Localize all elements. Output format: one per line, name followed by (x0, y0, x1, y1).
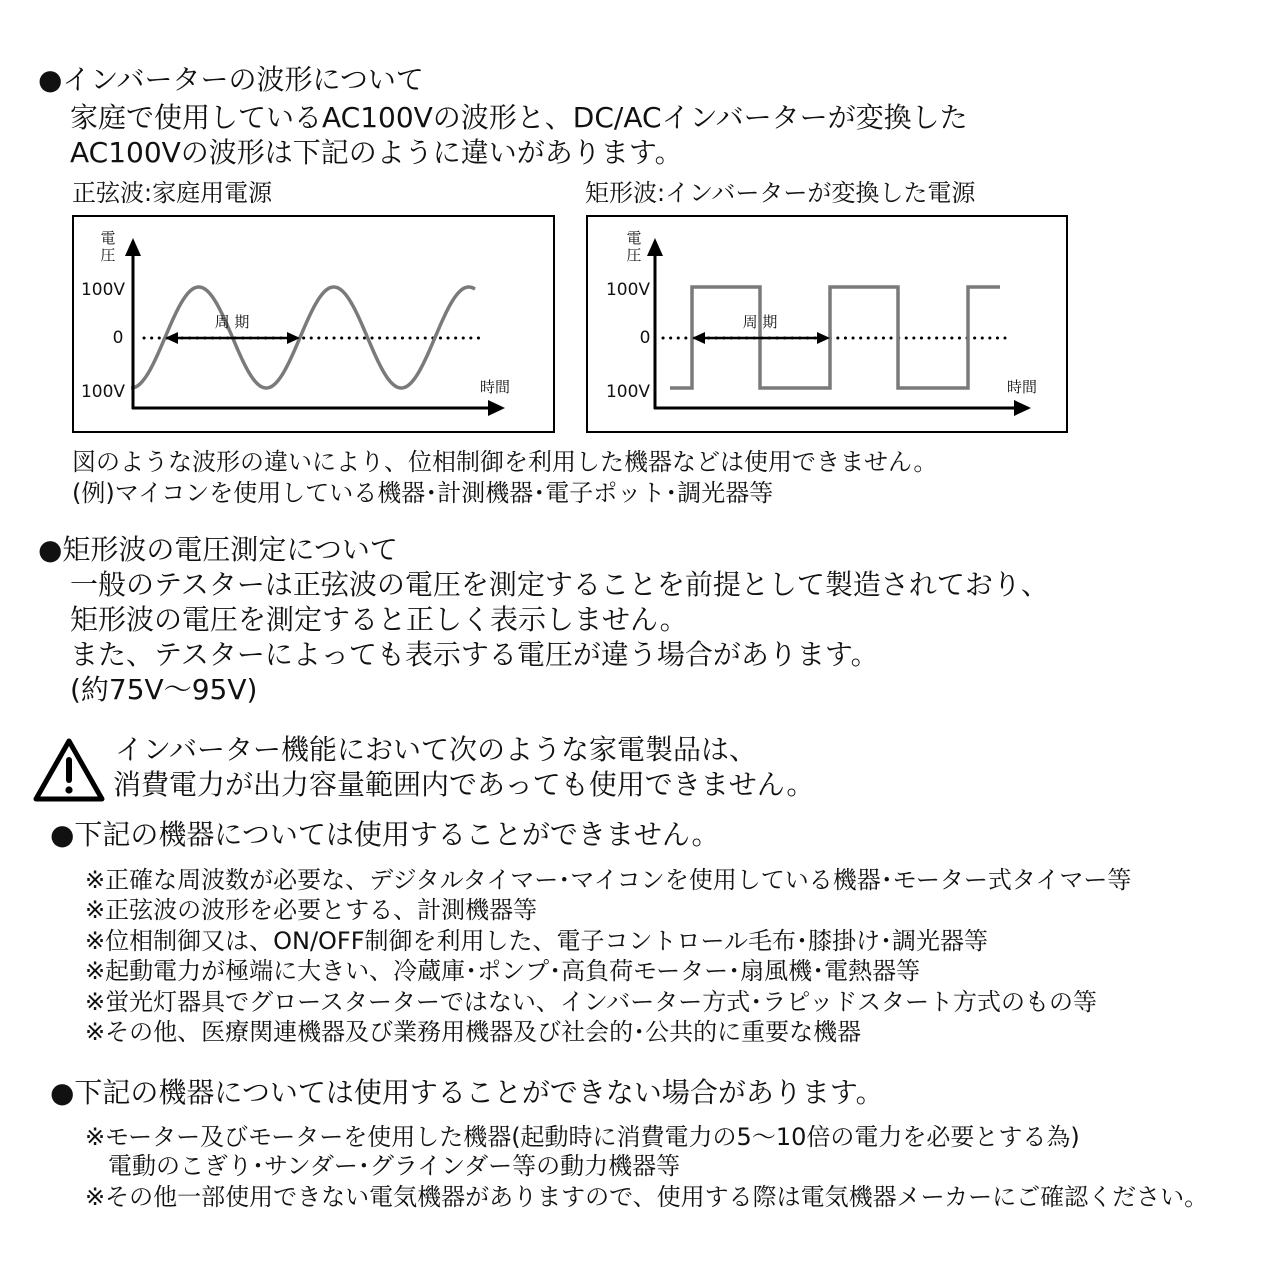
sine-wave-diagram (72, 215, 555, 433)
list-item: ※その他、医療関連機器及び業務用機器及び社会的･公共的に重要な機器 (85, 1018, 862, 1046)
warning-text-line: インバーター機能において次のような家電製品は、 (115, 733, 758, 766)
warning-triangle-icon (32, 736, 106, 804)
list-item: ※蛍光灯器具でグロースターターではない、インバーター方式･ラピッドスタート方式のもの等 (85, 988, 1098, 1016)
period-label: 周 期 (742, 313, 778, 331)
y-tick-zero: 0 (112, 328, 124, 348)
paragraph-line: AC100Vの波形は下記のように違いがあります。 (70, 136, 683, 169)
list-item: ※正弦波の波形を必要とする、計測機器等 (85, 896, 538, 924)
y-tick-top: 100V (80, 280, 126, 300)
x-axis-label: 時間 (1006, 378, 1038, 396)
section-heading-may-not-use: ●下記の機器については使用することができない場合があります。 (50, 1076, 884, 1109)
sine-wave-figure (72, 215, 555, 433)
list-item: ※位相制御又は、ON/OFF制御を利用した、電子コントロール毛布･膝掛け･調光器等 (85, 927, 989, 955)
list-item-continuation: 電動のこぎり･サンダー･グラインダー等の動力機器等 (108, 1152, 681, 1180)
period-label: 周 期 (214, 313, 250, 331)
y-axis-label: 電圧 (626, 229, 642, 264)
y-tick-bottom: 100V (80, 382, 126, 402)
list-item: ※起動電力が極端に大きい、冷蔵庫･ポンプ･高負荷モーター･扇風機･電熱器等 (85, 957, 921, 985)
y-tick-top: 100V (605, 280, 651, 300)
sine-wave-caption: 正弦波:家庭用電源 (72, 179, 273, 207)
y-tick-zero: 0 (639, 328, 651, 348)
paragraph-line: また、テスターによっても表示する電圧が違う場合があります。 (70, 638, 879, 671)
period-arrowhead-left (692, 332, 705, 344)
list-item: ※モーター及びモーターを使用した機器(起動時に消費電力の5〜10倍の電力を必要とする為) (85, 1123, 1080, 1151)
square-wave-diagram (586, 215, 1068, 433)
paragraph-line: 矩形波の電圧を測定すると正しく表示しません。 (70, 603, 688, 636)
y-axis-arrowhead (125, 238, 141, 256)
paragraph-line: 家庭で使用しているAC100Vの波形と、DC/ACインバーターが変換した (70, 101, 968, 134)
x-axis-arrowhead (488, 400, 505, 416)
square-wave-caption: 矩形波:インバーターが変換した電源 (585, 179, 976, 207)
x-axis-label: 時間 (479, 378, 511, 396)
paragraph-line: 一般のテスターは正弦波の電圧を測定することを前提として製造されており、 (70, 568, 1049, 601)
y-tick-bottom: 100V (605, 382, 651, 402)
section-heading-square-wave-measurement: ●矩形波の電圧測定について (38, 533, 398, 566)
square-wave-figure (586, 215, 1068, 433)
section-heading-cannot-use: ●下記の機器については使用することができません。 (50, 818, 720, 851)
period-arrowhead-right (817, 332, 830, 344)
y-axis-arrowhead (647, 238, 663, 256)
waveform-example-line: (例)マイコンを使用している機器･計測機器･電子ポット･調光器等 (72, 479, 774, 507)
warning-text-line: 消費電力が出力容量範囲内であっても使用できません。 (113, 768, 815, 801)
y-axis-label: 電圧 (100, 229, 116, 264)
list-item: ※正確な周波数が必要な、デジタルタイマー･マイコンを使用している機器･モーター式タイマー等 (85, 866, 1132, 894)
diagram-frame (73, 216, 554, 432)
waveform-note-line: 図のような波形の違いにより、位相制御を利用した機器などは使用できません。 (72, 448, 938, 476)
section-heading-inverter-waveform: ●インバーターの波形について (38, 63, 424, 96)
x-axis-arrowhead (1014, 400, 1031, 416)
list-item: ※その他一部使用できない電気機器がありますので、使用する際は電気機器メーカーにご確認ください。 (85, 1183, 1209, 1211)
paragraph-line: (約75V〜95V) (70, 673, 258, 706)
